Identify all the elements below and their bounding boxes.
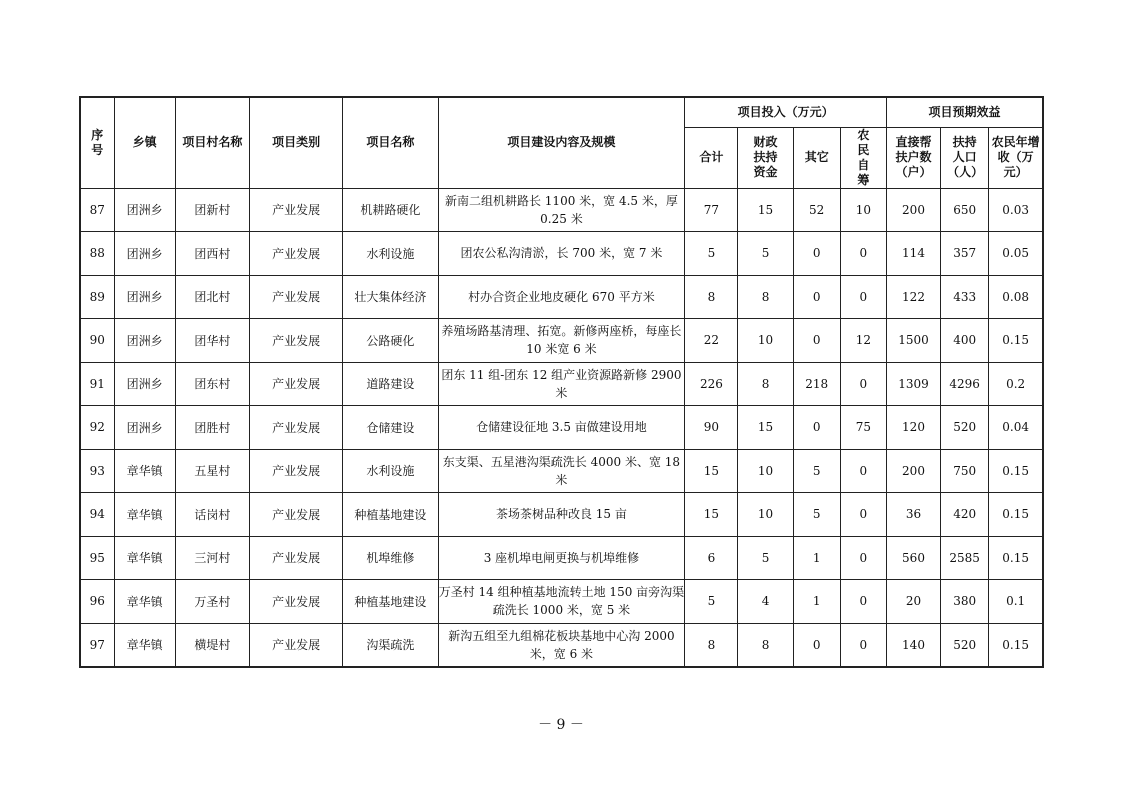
cell-total: 6 [685, 536, 738, 580]
header-farmer-self: 农民自筹 [840, 127, 886, 188]
cell-category: 产业发展 [250, 623, 343, 667]
cell-total: 5 [685, 580, 738, 624]
header-category: 项目类别 [250, 97, 343, 188]
cell-fiscal: 8 [738, 362, 793, 406]
cell-township: 章华镇 [114, 493, 175, 537]
cell-project-name: 仓储建设 [343, 406, 438, 450]
cell-village: 三河村 [175, 536, 249, 580]
cell-township: 团洲乡 [114, 188, 175, 232]
cell-fiscal: 8 [738, 275, 793, 319]
cell-project-name: 种植基地建设 [343, 580, 438, 624]
cell-project-name: 机耕路硬化 [343, 188, 438, 232]
cell-content: 万圣村 14 组种植基地流转土地 150 亩旁沟渠疏洗长 1000 米，宽 5 米 [438, 580, 685, 624]
cell-content: 村办合资企业地皮硬化 670 平方米 [438, 275, 685, 319]
cell-households: 560 [886, 536, 940, 580]
cell-village: 横堤村 [175, 623, 249, 667]
cell-other: 0 [793, 275, 840, 319]
header-project-name: 项目名称 [343, 97, 438, 188]
cell-farmer-self: 0 [840, 232, 886, 276]
cell-content: 茶场茶树品种改良 15 亩 [438, 493, 685, 537]
cell-project-name: 机埠维修 [343, 536, 438, 580]
cell-category: 产业发展 [250, 493, 343, 537]
cell-farmer-self: 0 [840, 493, 886, 537]
cell-other: 5 [793, 449, 840, 493]
table-row [80, 406, 1043, 450]
cell-village: 团华村 [175, 319, 249, 363]
cell-households: 20 [886, 580, 940, 624]
header-investment-group: 项目投入（万元） [685, 97, 887, 127]
cell-seq: 95 [80, 536, 114, 580]
cell-total: 8 [685, 623, 738, 667]
cell-income: 0.04 [989, 406, 1043, 450]
cell-category: 产业发展 [250, 319, 343, 363]
table-row [80, 362, 1043, 406]
cell-farmer-self: 0 [840, 536, 886, 580]
cell-population: 357 [941, 232, 989, 276]
cell-village: 团东村 [175, 362, 249, 406]
cell-farmer-self: 10 [840, 188, 886, 232]
cell-village: 团胜村 [175, 406, 249, 450]
cell-category: 产业发展 [250, 449, 343, 493]
cell-income: 0.15 [989, 493, 1043, 537]
cell-income: 0.05 [989, 232, 1043, 276]
cell-total: 5 [685, 232, 738, 276]
cell-households: 36 [886, 493, 940, 537]
cell-category: 产业发展 [250, 536, 343, 580]
cell-households: 1500 [886, 319, 940, 363]
cell-township: 团洲乡 [114, 362, 175, 406]
cell-category: 产业发展 [250, 580, 343, 624]
cell-other: 5 [793, 493, 840, 537]
cell-township: 章华镇 [114, 623, 175, 667]
cell-income: 0.08 [989, 275, 1043, 319]
cell-fiscal: 4 [738, 580, 793, 624]
cell-other: 0 [793, 232, 840, 276]
table-row [80, 319, 1043, 363]
header-benefit-group: 项目预期效益 [886, 97, 1043, 127]
cell-seq: 88 [80, 232, 114, 276]
cell-category: 产业发展 [250, 275, 343, 319]
cell-farmer-self: 0 [840, 623, 886, 667]
header-households: 直接帮扶户数（户） [886, 127, 940, 188]
cell-income: 0.15 [989, 319, 1043, 363]
cell-township: 团洲乡 [114, 406, 175, 450]
table-row [80, 623, 1043, 667]
cell-content: 仓储建设征地 3.5 亩做建设用地 [438, 406, 685, 450]
cell-income: 0.1 [989, 580, 1043, 624]
header-content: 项目建设内容及规模 [438, 97, 685, 188]
cell-income: 0.15 [989, 623, 1043, 667]
cell-total: 8 [685, 275, 738, 319]
cell-seq: 94 [80, 493, 114, 537]
cell-content: 团东 11 组-团东 12 组产业资源路新修 2900 米 [438, 362, 685, 406]
cell-township: 章华镇 [114, 449, 175, 493]
cell-village: 团北村 [175, 275, 249, 319]
cell-total: 90 [685, 406, 738, 450]
cell-other: 218 [793, 362, 840, 406]
cell-village: 五星村 [175, 449, 249, 493]
cell-income: 0.15 [989, 449, 1043, 493]
table-row [80, 232, 1043, 276]
cell-other: 52 [793, 188, 840, 232]
cell-population: 650 [941, 188, 989, 232]
project-table [79, 96, 1044, 668]
table-header [80, 97, 1043, 188]
cell-seq: 92 [80, 406, 114, 450]
cell-total: 77 [685, 188, 738, 232]
header-village: 项目村名称 [175, 97, 249, 188]
cell-township: 团洲乡 [114, 319, 175, 363]
cell-farmer-self: 12 [840, 319, 886, 363]
cell-other: 0 [793, 319, 840, 363]
cell-content: 新南二组机耕路长 1100 米，宽 4.5 米，厚 0.25 米 [438, 188, 685, 232]
cell-population: 4296 [941, 362, 989, 406]
cell-other: 1 [793, 536, 840, 580]
cell-households: 200 [886, 449, 940, 493]
cell-population: 420 [941, 493, 989, 537]
table-row [80, 188, 1043, 232]
cell-income: 0.15 [989, 536, 1043, 580]
header-income: 农民年增收（万元） [989, 127, 1043, 188]
cell-population: 520 [941, 406, 989, 450]
cell-township: 团洲乡 [114, 232, 175, 276]
cell-seq: 93 [80, 449, 114, 493]
cell-households: 122 [886, 275, 940, 319]
cell-households: 120 [886, 406, 940, 450]
cell-project-name: 壮大集体经济 [343, 275, 438, 319]
header-population: 扶持人口（人） [941, 127, 989, 188]
cell-households: 140 [886, 623, 940, 667]
cell-fiscal: 15 [738, 188, 793, 232]
cell-village: 话岗村 [175, 493, 249, 537]
cell-fiscal: 10 [738, 319, 793, 363]
cell-category: 产业发展 [250, 188, 343, 232]
cell-population: 380 [941, 580, 989, 624]
cell-category: 产业发展 [250, 232, 343, 276]
cell-other: 0 [793, 406, 840, 450]
cell-project-name: 公路硬化 [343, 319, 438, 363]
cell-village: 团新村 [175, 188, 249, 232]
page-number: － 9 － [538, 717, 584, 733]
cell-other: 0 [793, 623, 840, 667]
cell-fiscal: 5 [738, 232, 793, 276]
cell-fiscal: 8 [738, 623, 793, 667]
cell-village: 万圣村 [175, 580, 249, 624]
cell-category: 产业发展 [250, 362, 343, 406]
cell-other: 1 [793, 580, 840, 624]
header-other: 其它 [793, 127, 840, 188]
cell-population: 750 [941, 449, 989, 493]
table-body [80, 188, 1043, 667]
cell-project-name: 道路建设 [343, 362, 438, 406]
cell-fiscal: 15 [738, 406, 793, 450]
cell-content: 3 座机埠电闸更换与机埠维修 [438, 536, 685, 580]
cell-income: 0.03 [989, 188, 1043, 232]
cell-seq: 91 [80, 362, 114, 406]
cell-fiscal: 10 [738, 449, 793, 493]
cell-population: 520 [941, 623, 989, 667]
cell-category: 产业发展 [250, 406, 343, 450]
table-row [80, 449, 1043, 493]
cell-seq: 89 [80, 275, 114, 319]
cell-income: 0.2 [989, 362, 1043, 406]
cell-population: 433 [941, 275, 989, 319]
cell-fiscal: 10 [738, 493, 793, 537]
table-row [80, 580, 1043, 624]
table-row [80, 275, 1043, 319]
cell-total: 226 [685, 362, 738, 406]
table-row [80, 536, 1043, 580]
cell-project-name: 水利设施 [343, 232, 438, 276]
cell-content: 新沟五组至九组棉花板块基地中心沟 2000 米，宽 6 米 [438, 623, 685, 667]
cell-households: 114 [886, 232, 940, 276]
cell-township: 章华镇 [114, 536, 175, 580]
cell-farmer-self: 0 [840, 275, 886, 319]
cell-seq: 96 [80, 580, 114, 624]
cell-fiscal: 5 [738, 536, 793, 580]
cell-households: 200 [886, 188, 940, 232]
cell-population: 400 [941, 319, 989, 363]
cell-content: 东支渠、五星港沟渠疏洗长 4000 米、宽 18 米 [438, 449, 685, 493]
header-seq: 序号 [80, 97, 114, 188]
cell-farmer-self: 0 [840, 449, 886, 493]
cell-project-name: 种植基地建设 [343, 493, 438, 537]
header-township: 乡镇 [114, 97, 175, 188]
cell-seq: 87 [80, 188, 114, 232]
cell-township: 章华镇 [114, 580, 175, 624]
cell-total: 15 [685, 449, 738, 493]
cell-farmer-self: 75 [840, 406, 886, 450]
cell-village: 团西村 [175, 232, 249, 276]
header-fiscal: 财政扶持资金 [738, 127, 793, 188]
table-row [80, 493, 1043, 537]
cell-seq: 90 [80, 319, 114, 363]
cell-farmer-self: 0 [840, 580, 886, 624]
cell-township: 团洲乡 [114, 275, 175, 319]
cell-content: 团农公私沟清淤，长 700 米，宽 7 米 [438, 232, 685, 276]
cell-content: 养殖场路基清理、拓宽。新修两座桥，每座长 10 米宽 6 米 [438, 319, 685, 363]
cell-total: 22 [685, 319, 738, 363]
cell-farmer-self: 0 [840, 362, 886, 406]
cell-seq: 97 [80, 623, 114, 667]
cell-project-name: 水利设施 [343, 449, 438, 493]
header-total: 合计 [685, 127, 738, 188]
cell-total: 15 [685, 493, 738, 537]
cell-population: 2585 [941, 536, 989, 580]
cell-project-name: 沟渠疏洗 [343, 623, 438, 667]
cell-households: 1309 [886, 362, 940, 406]
